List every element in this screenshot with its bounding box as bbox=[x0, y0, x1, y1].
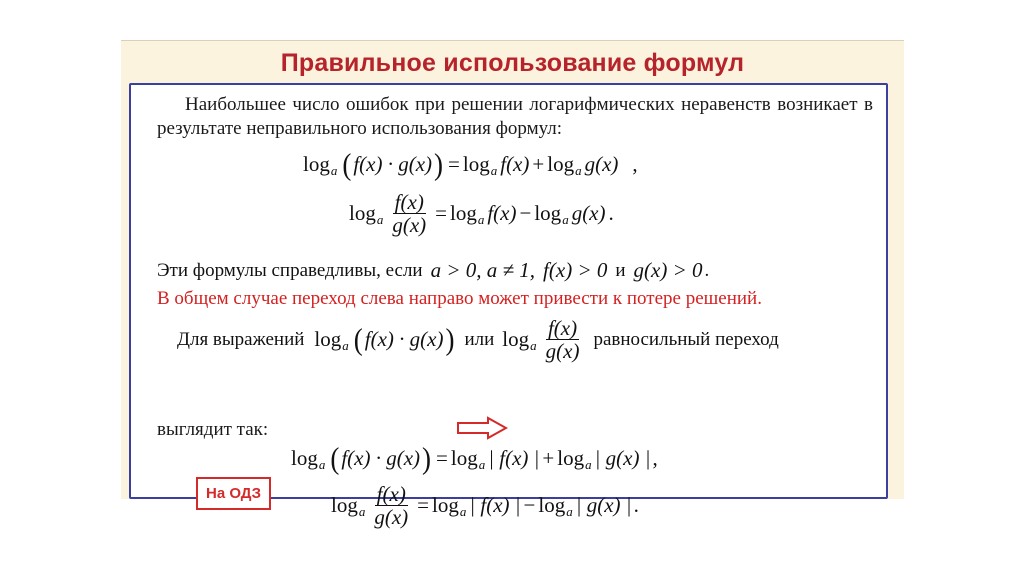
log-base: a bbox=[490, 162, 498, 178]
log-text: log bbox=[349, 201, 376, 225]
paren-close: ) bbox=[445, 321, 455, 357]
formula-log-quotient bbox=[349, 191, 614, 236]
comma: , bbox=[652, 446, 658, 470]
conditions-text: Эти формулы справедливы, если bbox=[157, 259, 423, 281]
and-word: и bbox=[615, 259, 626, 281]
formula-log-product-abs bbox=[291, 440, 658, 476]
denominator: g(x) bbox=[545, 339, 580, 363]
period: . bbox=[633, 493, 639, 517]
abs-arg: | g(x) | bbox=[575, 493, 632, 517]
comma: , bbox=[632, 152, 638, 176]
abs-arg: | g(x) | bbox=[594, 446, 651, 470]
term-arg: g(x) bbox=[571, 201, 606, 225]
log-base: a bbox=[342, 337, 349, 353]
or-word: или bbox=[464, 328, 495, 350]
denominator: g(x) bbox=[374, 505, 409, 529]
equals-sign: = bbox=[448, 152, 460, 176]
minus-sign: − bbox=[519, 201, 532, 225]
condition-a: a > 0, a ≠ 1, bbox=[430, 258, 536, 282]
abs-arg: | f(x) | bbox=[488, 446, 540, 470]
log-base: a bbox=[530, 337, 537, 353]
paren-open: ( bbox=[353, 321, 363, 357]
fraction bbox=[372, 483, 410, 528]
formula-log-product bbox=[303, 146, 638, 182]
paren-close: ) bbox=[422, 440, 432, 476]
conditions-line bbox=[157, 258, 709, 283]
log-base: a bbox=[376, 211, 384, 227]
log-text: log bbox=[557, 446, 585, 470]
condition-f: f(x) > 0 bbox=[543, 258, 608, 282]
expr-text-1: Для выражений bbox=[177, 328, 305, 350]
log-base: a bbox=[358, 503, 366, 519]
expressions-line bbox=[177, 317, 779, 362]
log-text: log bbox=[502, 327, 530, 351]
log-text: log bbox=[291, 446, 318, 470]
log-base: a bbox=[566, 503, 573, 519]
term-arg: g(x) bbox=[584, 152, 619, 176]
right-arrow-icon bbox=[456, 416, 508, 440]
minus-sign: − bbox=[523, 493, 536, 517]
paren-open: ( bbox=[342, 146, 352, 182]
fraction bbox=[544, 317, 582, 362]
equals-sign: = bbox=[435, 201, 447, 225]
formula-log-quotient-abs bbox=[331, 483, 639, 528]
log-text: log bbox=[538, 493, 566, 517]
numerator: f(x) bbox=[394, 190, 424, 214]
numerator: f(x) bbox=[376, 482, 406, 506]
product-arg: f(x) · g(x) bbox=[353, 152, 433, 176]
plus-sign: + bbox=[542, 446, 555, 470]
log-text: log bbox=[432, 493, 459, 517]
numerator: f(x) bbox=[547, 316, 578, 340]
condition-g: g(x) > 0 bbox=[633, 258, 703, 282]
log-text: log bbox=[331, 493, 358, 517]
fraction bbox=[390, 191, 428, 236]
plus-sign: + bbox=[532, 152, 545, 176]
log-base: a bbox=[459, 503, 467, 519]
log-base: a bbox=[478, 456, 486, 472]
product-arg: f(x) · g(x) bbox=[341, 446, 421, 470]
expr-text-2: равносильный переход bbox=[593, 328, 779, 350]
odz-badge: На ОДЗ bbox=[196, 477, 271, 510]
log-text: log bbox=[314, 327, 342, 351]
product-arg: f(x) · g(x) bbox=[364, 327, 444, 351]
log-text: log bbox=[462, 152, 490, 176]
log-base: a bbox=[477, 211, 485, 227]
log-text: log bbox=[303, 152, 330, 176]
denominator: g(x) bbox=[392, 213, 427, 237]
term-arg: f(x) bbox=[487, 201, 517, 225]
warning-text: В общем случае переход слева направо может привести к потере решений. bbox=[157, 288, 762, 309]
log-base: a bbox=[575, 162, 582, 178]
intro-paragraph: Наибольшее число ошибок при решении логарифмических неравенств возникает в результате неправильного использования формул: bbox=[157, 94, 873, 139]
log-base: a bbox=[318, 456, 326, 472]
content-frame bbox=[129, 83, 888, 529]
slide bbox=[121, 40, 904, 529]
looks-like-text: выглядит так: bbox=[157, 419, 269, 440]
log-text: log bbox=[534, 201, 562, 225]
period: . bbox=[704, 259, 710, 281]
log-base: a bbox=[330, 162, 338, 178]
paren-close: ) bbox=[434, 146, 444, 182]
paren-open: ( bbox=[330, 440, 340, 476]
log-text: log bbox=[450, 446, 478, 470]
equals-sign: = bbox=[417, 493, 429, 517]
slide-title: Правильное использование формул bbox=[280, 49, 745, 77]
period: . bbox=[608, 201, 614, 225]
term-arg: f(x) bbox=[500, 152, 530, 176]
abs-arg: | f(x) | bbox=[469, 493, 521, 517]
log-base: a bbox=[585, 456, 592, 472]
log-base: a bbox=[562, 211, 569, 227]
log-text: log bbox=[547, 152, 575, 176]
log-text: log bbox=[450, 201, 477, 225]
equals-sign: = bbox=[436, 446, 448, 470]
